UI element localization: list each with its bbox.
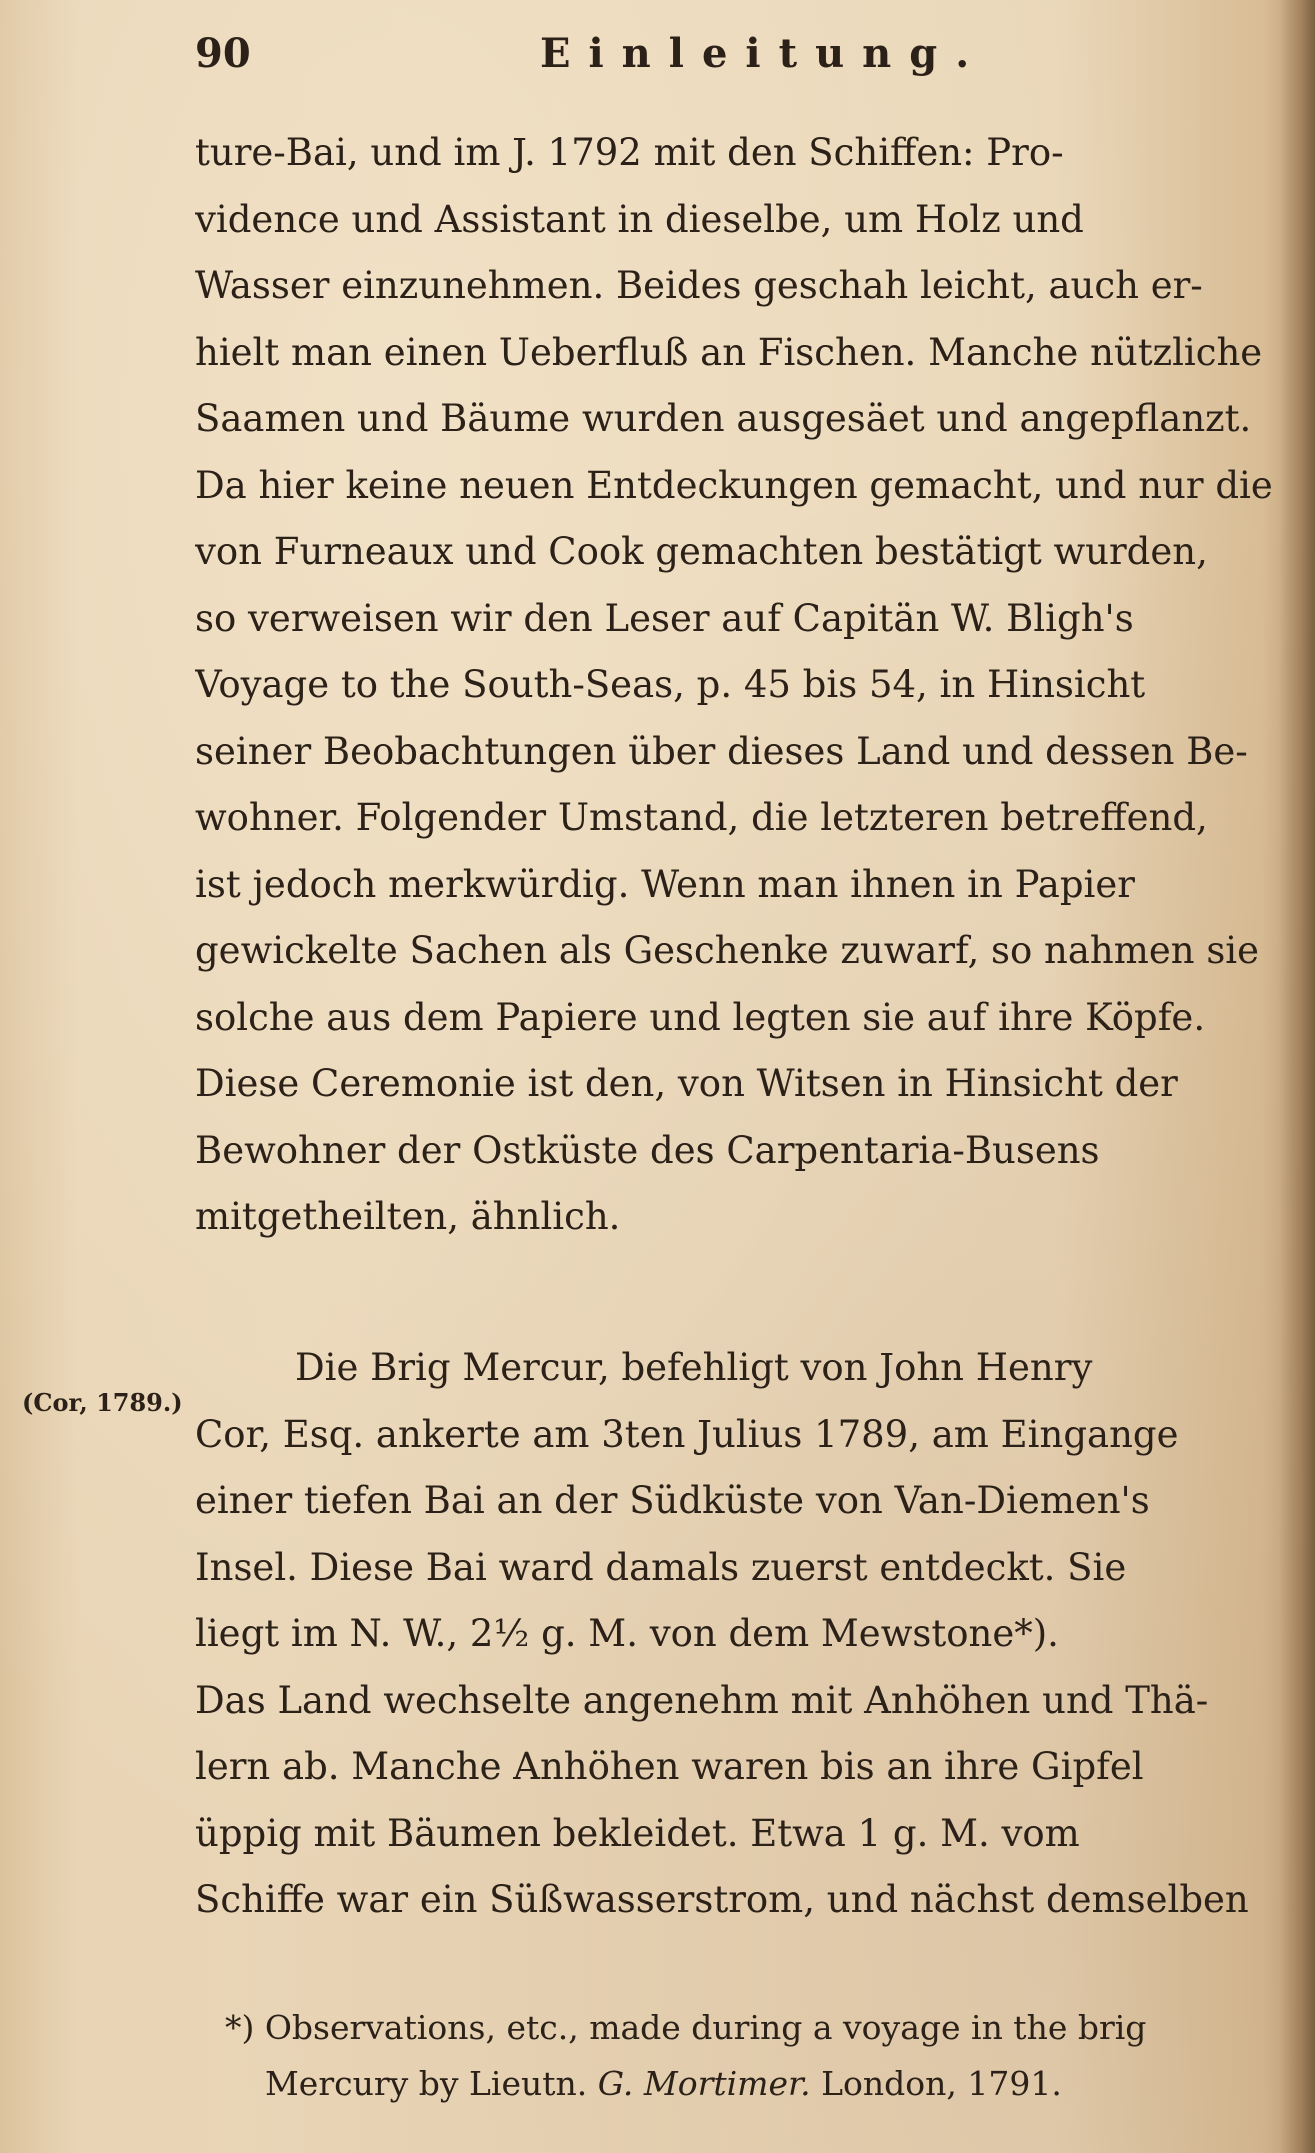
text-line: Insel. Diese Bai ward damals zuerst entdeckt. Sie (195, 1545, 1127, 1589)
margin-note: (Cor, 1789.) (22, 1388, 183, 1417)
text-line: solche aus dem Papiere und legten sie auf ihre Köpfe. (195, 995, 1206, 1039)
spine-shadow (1279, 0, 1315, 2153)
running-head: Einleitung. (540, 30, 988, 77)
footnote-line (225, 2056, 1275, 2112)
text-line: Voyage to the South-Seas, p. 45 bis 54, in Hinsicht (195, 663, 1146, 706)
paragraph-2 (195, 1335, 1275, 1934)
text-line: wohner. Folgender Umstand, die letzteren betreffend, (195, 796, 1208, 839)
page-number: 90 (195, 30, 251, 77)
page-header (195, 30, 1275, 90)
text-line: Die Brig Mercur, befehligt von John Henry (295, 1346, 1093, 1389)
text-line: Bewohner der Ostküste des Carpentaria-Busens (195, 1128, 1100, 1172)
footnote-text: London, 1791. (810, 2064, 1062, 2103)
text-line: einer tiefen Bai an der Südküste von Van-Diemen's (195, 1479, 1150, 1522)
footnote (225, 2000, 1275, 2112)
text-line: Da hier keine neuen Entdeckungen gemacht, und nur die (195, 463, 1273, 507)
footnote-author: G. Mortimer. (597, 2064, 811, 2103)
text-line: liegt im N. W., 2½ g. M. von dem Mewstone*). (195, 1612, 1059, 1655)
text-line: gewickelte Sachen als Geschenke zuwarf, so nahmen sie (195, 929, 1260, 972)
text-line: Schiffe war ein Süßwasserstrom, und nächst demselben (195, 1878, 1249, 1921)
text-line: üppig mit Bäumen bekleidet. Etwa 1 g. M. vom (195, 1811, 1080, 1855)
text-line: seiner Beobachtungen über dieses Land und dessen Be- (195, 729, 1248, 773)
text-line: ture-Bai, und im J. 1792 mit den Schiffen: Pro- (195, 131, 1064, 174)
text-line: lern ab. Manche Anhöhen waren bis an ihre Gipfel (195, 1745, 1144, 1788)
text-line: Saamen und Bäume wurden ausgesäet und angepflanzt. (195, 397, 1252, 440)
text-line: von Furneaux und Cook gemachten bestätigt wurden, (195, 530, 1208, 573)
text-line: Diese Ceremonie ist den, von Witsen in Hinsicht der (195, 1062, 1178, 1105)
footnote-text: Mercury by Lieutn. (265, 2064, 598, 2103)
text-line: so verweisen wir den Leser auf Capitän W. Bligh's (195, 596, 1134, 640)
text-line: Cor, Esq. ankerte am 3ten Julius 1789, am Eingange (195, 1412, 1179, 1456)
text-line: ist jedoch merkwürdig. Wenn man ihnen in Papier (195, 862, 1135, 906)
text-line: hielt man einen Ueberfluß an Fischen. Manche nützliche (195, 330, 1263, 374)
text-line: Das Land wechselte angenehm mit Anhöhen und Thä- (195, 1678, 1209, 1722)
text-line: Wasser einzunehmen. Beides geschah leicht, auch er- (195, 264, 1203, 307)
paragraph-1 (195, 120, 1275, 1251)
footnote-line: *) Observations, etc., made during a voyage in the brig (225, 2008, 1147, 2047)
text-line: mitgetheilten, ähnlich. (195, 1195, 621, 1238)
text-line: vidence und Assistant in dieselbe, um Holz und (195, 197, 1084, 241)
